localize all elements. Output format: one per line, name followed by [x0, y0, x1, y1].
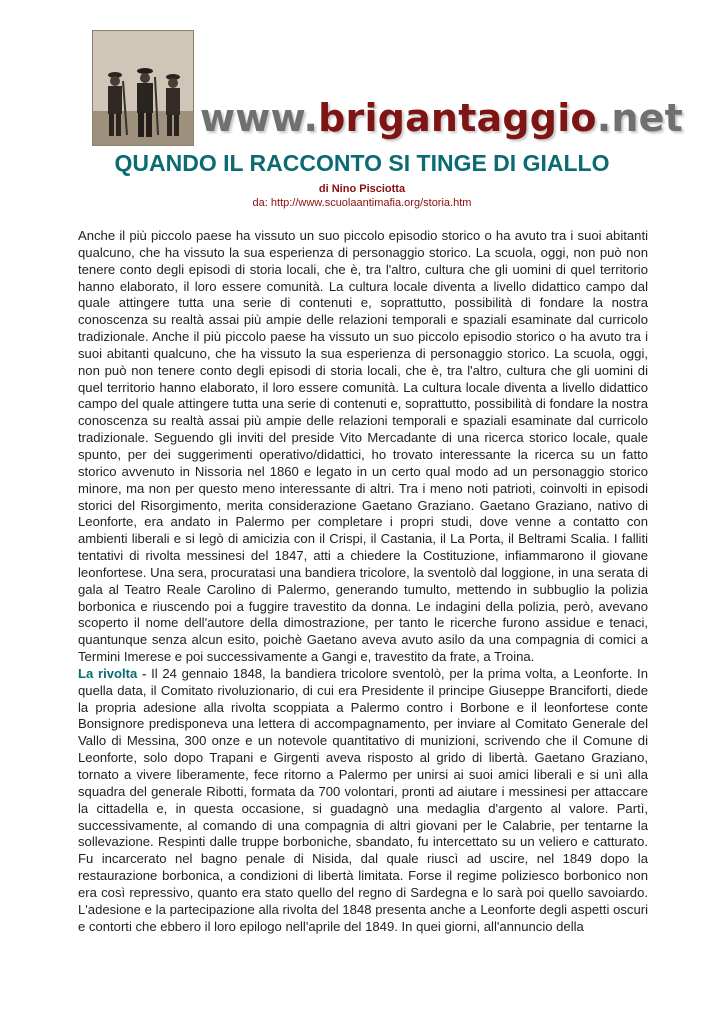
article-paragraph-rivolta — [78, 666, 648, 936]
section-heading-rivolta: La rivolta - — [78, 665, 152, 681]
site-logo-text — [200, 96, 683, 140]
site-logo-name: brigantaggio — [318, 96, 597, 140]
site-logo-tld: .net — [596, 96, 683, 140]
article-source: da: http://www.scuolaantimafia.org/storia.htm — [252, 197, 472, 209]
article-title: QUANDO IL RACCONTO SI TINGE DI GIALLO — [114, 150, 610, 176]
brigands-photo-figures — [93, 31, 193, 145]
article-author: di Nino Pisciotta — [318, 183, 406, 195]
article-paragraph-rivolta-text: Il 24 gennaio 1848, la bandiera tricolore sventolò, per la prima volta, a Leonforte. In quella data, il Comitato rivoluzionario, di cui era Presidente il principe Giuseppe Branciforti, diede la propria adesione alla rivolta scoppiata a Palermo contro i Borbone e il leonfortese conte Bonsignore predisponeva una lettera di accompagnamento, per inviare al Comitato Generale del Vallo di Messina, 300 onze e un notevole quantitativo di munizioni, scrivendo che il Comune di Leonforte, solo dopo Trapani e Girgenti aveva risposto al grido di libertà. Gaetano Graziano, tornato a vivere liberamente, fece ritorno a Palermo per unirsi ai suoi amici liberali e si unì alla squadra del generale Ribotti, formata da 700 volontari, pronti ad aiutare i messinesi per attaccare la cittadella e, in questa occasione, si guadagnò una medaglia d'argento al valore. Partì, successivamente, al comando di una compagnia di altri giovani per le Calabrie, per tentarne la sollevazione. Respinti dalle truppe borboniche, sbandato, fu intercettato su un veliero e catturato. Fu incarcerato nel bagno penale di Nisida, dal quale riuscì ad uscire, nel 1849 dopo la restaurazione borbonica, a condizioni di libertà limitata. Forse il regime poliziesco borbonico non era così repressivo, quanto era stato quello del regno di Sardegna e lo sarà poi quello savoiardo. L'adesione e la partecipazione alla rivolta del 1848 presenta anche a Leonforte degli aspetti oscuri e contorti che ebbero il loro epilogo nell'aprile del 1849. In quei giorni, all'annuncio della — [78, 665, 648, 934]
article-body — [78, 228, 648, 935]
article-paragraph-intro: Anche il più piccolo paese ha vissuto un suo piccolo episodio storico o ha avuto tra i suoi abitanti qualcuno, che ha vissuto la sua esperienza di personaggio storico. La scuola, oggi, non può non tenere conto degli episodi di storia locali, che è, tra l'altro, cultura che gli uomini di quel territorio hanno elaborato, il loro essere comunità. La cultura locale diventa a livello didattico campo dal quale attingere tutta una serie di contenuti e, soprattutto, possibilità di fondare la nostra conoscenza su realtà assai più ampie delle relazioni temporali e spaziali esaminate dal curricolo tradizionale. Anche il più piccolo paese ha vissuto un suo piccolo episodio storico o ha avuto tra i suoi abitanti qualcuno, che ha vissuto la sua esperienza di personaggio storico. La scuola, oggi, non può non tenere conto degli episodi di storia locali, che è, tra l'altro, cultura che gli uomini di quel territorio hanno elaborato, il loro essere comunità. La cultura locale diventa a livello didattico campo del quale attingere tutta una serie di contenuti e, soprattutto, possibilità di fondare la nostra conoscenza su realtà assai più ampie delle relazioni temporali e spaziali esaminate dal curricolo tradizionale. Seguendo gli inviti del preside Vito Mercadante di una ricerca storico locale, quale spunto, per dei suggerimenti operativo/didattici, ho trovato interessante la ricerca su un fatto storico avvenuto in Nissoria nel 1860 e legato in un certo qual modo ad un personaggio storico minore, ma non per questo meno interessante di altri. Tra i meno noti patrioti, coinvolti in episodi storici del Risorgimento, merita considerazione Gaetano Graziano. Gaetano Graziano, nativo di Leonforte, era andato in Palermo per completare i propri studi, dove venne a contatto con ambienti liberali e si legò di amicizia con il Crispi, il Castania, il La Porta, il Beltrami Scalia. I falliti tentativi di rivolta messinesi del 1847, atti a chiedere la Costituzione, infiammarono il giovane leonfortese. Una sera, procuratasi una bandiera tricolore, la sventolò dal loggione, in una serata di gala al Teatro Reale Carolino di Palermo, generando tumulto, mettendo in subbuglio la polizia borbonica e riuscendo poi a fuggire travestito da donna. Le indagini della polizia, però, avevano scoperto il nome dell'autore della dimostrazione, per tanto le ricerche furono assidue e tenaci, quantunque senza alcun esito, poichè Gaetano aveva avuto asilo da una compagnia di comici a Termini Imerese e poi successivamente a Gangi e, travestito da frate, a Troina. — [78, 228, 648, 665]
site-logo-www: www. — [200, 96, 319, 140]
brigands-photo — [92, 30, 194, 146]
site-banner — [92, 30, 683, 150]
